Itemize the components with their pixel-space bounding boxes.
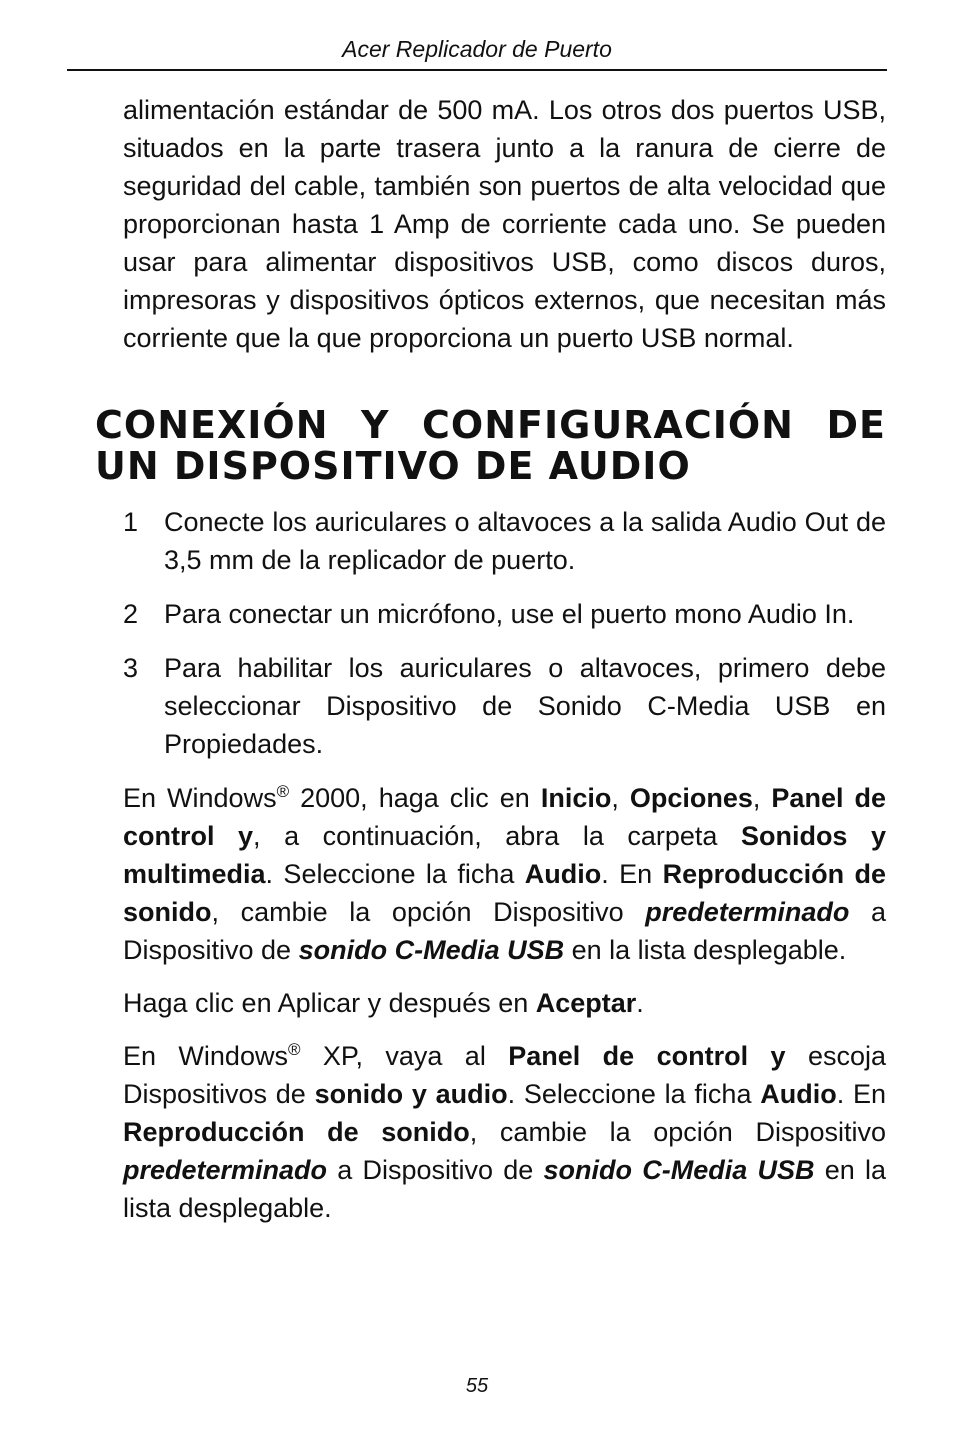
text-run: . En xyxy=(836,1079,886,1109)
step-number: 1 xyxy=(123,507,139,537)
bold-run: Opciones xyxy=(629,783,753,813)
text-run: a Dispositivo de xyxy=(327,1155,544,1185)
bold-italic-run: predeterminado xyxy=(645,897,850,927)
bold-run: Inicio xyxy=(540,783,612,813)
page-content xyxy=(95,91,887,1242)
text-run: Haga clic en Aplicar y después en xyxy=(123,988,536,1018)
text-run: en la lista desplegable. xyxy=(123,1155,886,1223)
text-run: 2000, haga clic en xyxy=(289,783,541,813)
windows-xp-paragraph xyxy=(123,1037,886,1227)
text-run: en la lista desplegable. xyxy=(564,935,847,965)
bold-run: Reproducción de sonido xyxy=(123,859,886,927)
registered-mark: ® xyxy=(276,782,290,801)
running-header: Acer Replicador de Puerto xyxy=(342,36,612,62)
bold-italic-run: sonido C-Media USB xyxy=(298,935,565,965)
windows-2000-paragraph xyxy=(123,779,886,969)
list-item xyxy=(123,503,886,579)
step-number: 3 xyxy=(123,653,139,683)
bold-italic-run: sonido C-Media USB xyxy=(543,1155,815,1185)
text-run: a Dispositivo de xyxy=(123,897,886,965)
bold-run: Reproducción de sonido xyxy=(123,1117,470,1147)
text-run: . Seleccione la ficha xyxy=(507,1079,761,1109)
steps-list xyxy=(123,503,886,763)
section-heading: CONEXIÓN Y CONFIGURACIÓN DE UN DISPOSITIVO DE AUDIO xyxy=(95,403,886,488)
text-run: . En xyxy=(601,859,663,889)
registered-mark: ® xyxy=(287,1040,301,1059)
bold-run: Audio xyxy=(760,1079,837,1109)
bold-run: Panel de control y xyxy=(123,783,886,851)
bold-run: Panel de control y xyxy=(508,1041,786,1071)
text-run: En Windows xyxy=(123,1041,288,1071)
text-run: , xyxy=(611,783,630,813)
bold-run: sonido y audio xyxy=(314,1079,508,1109)
text-run: En Windows xyxy=(123,783,277,813)
bold-run: Aceptar xyxy=(535,988,637,1018)
text-run: , xyxy=(752,783,772,813)
list-item xyxy=(123,595,886,633)
text-run: . xyxy=(636,988,644,1018)
bold-run: Sonidos y multimedia xyxy=(123,821,886,889)
bold-run: Audio xyxy=(524,859,602,889)
bold-italic-run: predeterminado xyxy=(123,1155,328,1185)
intro-paragraph: alimentación estándar de 500 mA. Los otros dos puertos USB, situados en la parte trasera junto a la ranura de cierre de seguridad del cable, también son puertos de alta velocidad que proporcionan hasta 1 Amp de corriente cada uno. Se pueden usar para alimentar dispositivos USB, como discos duros, impresoras y dispositivos ópticos externos, que necesitan más corriente que la que proporciona un puerto USB normal. xyxy=(123,95,886,353)
apply-paragraph xyxy=(123,984,886,1022)
list-item xyxy=(123,649,886,763)
text-run: . Seleccione la ficha xyxy=(265,859,525,889)
text-run: , cambie la opción Dispositivo xyxy=(211,897,646,927)
header-rule xyxy=(67,69,887,71)
text-run: XP, vaya al xyxy=(300,1041,509,1071)
step-text: Para habilitar los auriculares o altavoces, primero debe seleccionar Dispositivo de Sonido C-Media USB en Propiedades. xyxy=(164,653,886,759)
step-text: Conecte los auriculares o altavoces a la salida Audio Out de 3,5 mm de la replicador de puerto. xyxy=(164,507,886,575)
step-text: Para conectar un micrófono, use el puerto mono Audio In. xyxy=(164,599,855,629)
text-run: , cambie la opción Dispositivo xyxy=(469,1117,887,1147)
text-run: escoja Dispositivos de xyxy=(123,1041,886,1109)
step-number: 2 xyxy=(123,599,139,629)
text-run: , a continuación, abra la carpeta xyxy=(253,821,741,851)
page-number: 55 xyxy=(465,1375,489,1397)
